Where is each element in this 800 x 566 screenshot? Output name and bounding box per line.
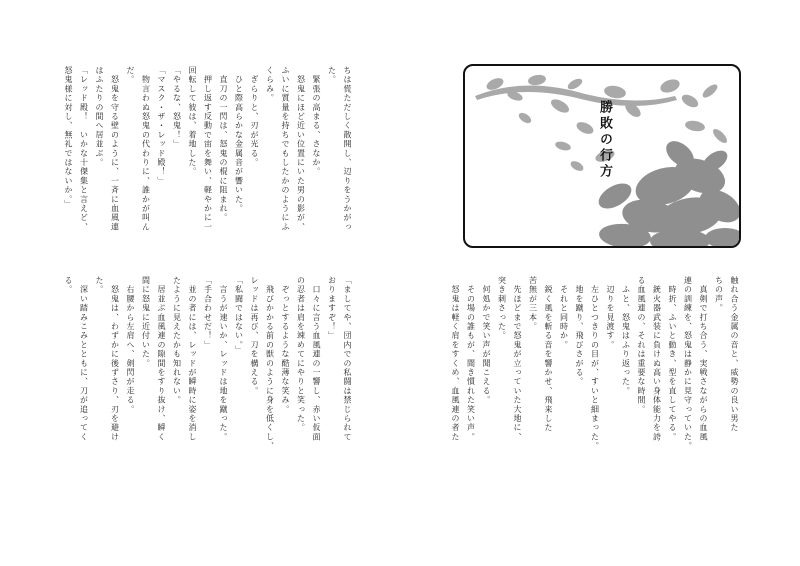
right-bottom-text: 触れ合う金属の音と、威勢の良い男た ちの声。 真剣で打ち合う、実戦さながらの血風 連の訓練を、怒鬼は静かに見守っていた。 時折、ふいと動き、型を直してやる。 銃火器武装に負けぬ高い身体能力を誇 る血風連の、それは重要な時間。 ふと、怒鬼はふり返った。 辺りを見渡す。 左ひとつきりの目が、すいと細まった。 地を蹴り、飛びさがる。 それと同時か。 鋭く風を斬る音を響かせ、飛来した 苦無が三本。 先ほどまで怒鬼が立っていた大地に、 突き刺さった。 何処かで笑い声が聞こえる。 その場の誰もが、聞き慣れた笑い声。 怒鬼は軽く肩をすくめ、血風連の者た	[451, 276, 739, 451]
left-top-text: ちは慌ただしく散開し、辺りをうかがっ た。 緊張の高まる、さなか。 怒鬼にほど近い位置にいた男の影が、 ふいに質量を持ちでもしたかのようにふ くらみ。 ぎらりと、刃が光る。 ひと際高らかな金属音が響いた。 直刀の一閃は、怒鬼の棍に阻まれ。 押し返す反動で宙を舞い、軽やかに一 回転して彼は、着地した。 「やるな、怒鬼！」 「マスク・ザ・レッド殿！」 物言わぬ怒鬼の代わりに、誰かが叫ん だ。 怒鬼を守る壁のように、一斉に血風連 はふたりの間へ居並ぶ。 「レッド殿！ いかな十傑集と言えど、 怒鬼様に対し、無礼ではないか。」	[64, 66, 352, 232]
chapter-title: 勝敗の行方	[597, 100, 612, 180]
left-bottom-text: 「ましてや、団内での私闘は禁じられて おりますぞ！」 口々に言う血風連の一響し、赤い仮面 の忍者は肩を竦めてにやりと笑った。 ぞっとするような酷薄な笑み。 飛びかかる前の獣のように身を低くし、 レッドは再び、刀を構える。 「私闘ではない。」 言うが速いか、レッドは地を蹴った。 「手合わせだ！」 並の者には、レッドが瞬時に姿を消し たように見えたかも知れない。 居並ぶ血風連の隙間をすり抜け、瞬く 間に怒鬼に近付いた。 右腰から左肩へ、剣閃が走る。 怒鬼は、わずかに後ずさり、刃を避け た。 深い踏みこみとともに、刀が追ってく る。	[64, 276, 352, 451]
title-frame	[463, 64, 741, 248]
